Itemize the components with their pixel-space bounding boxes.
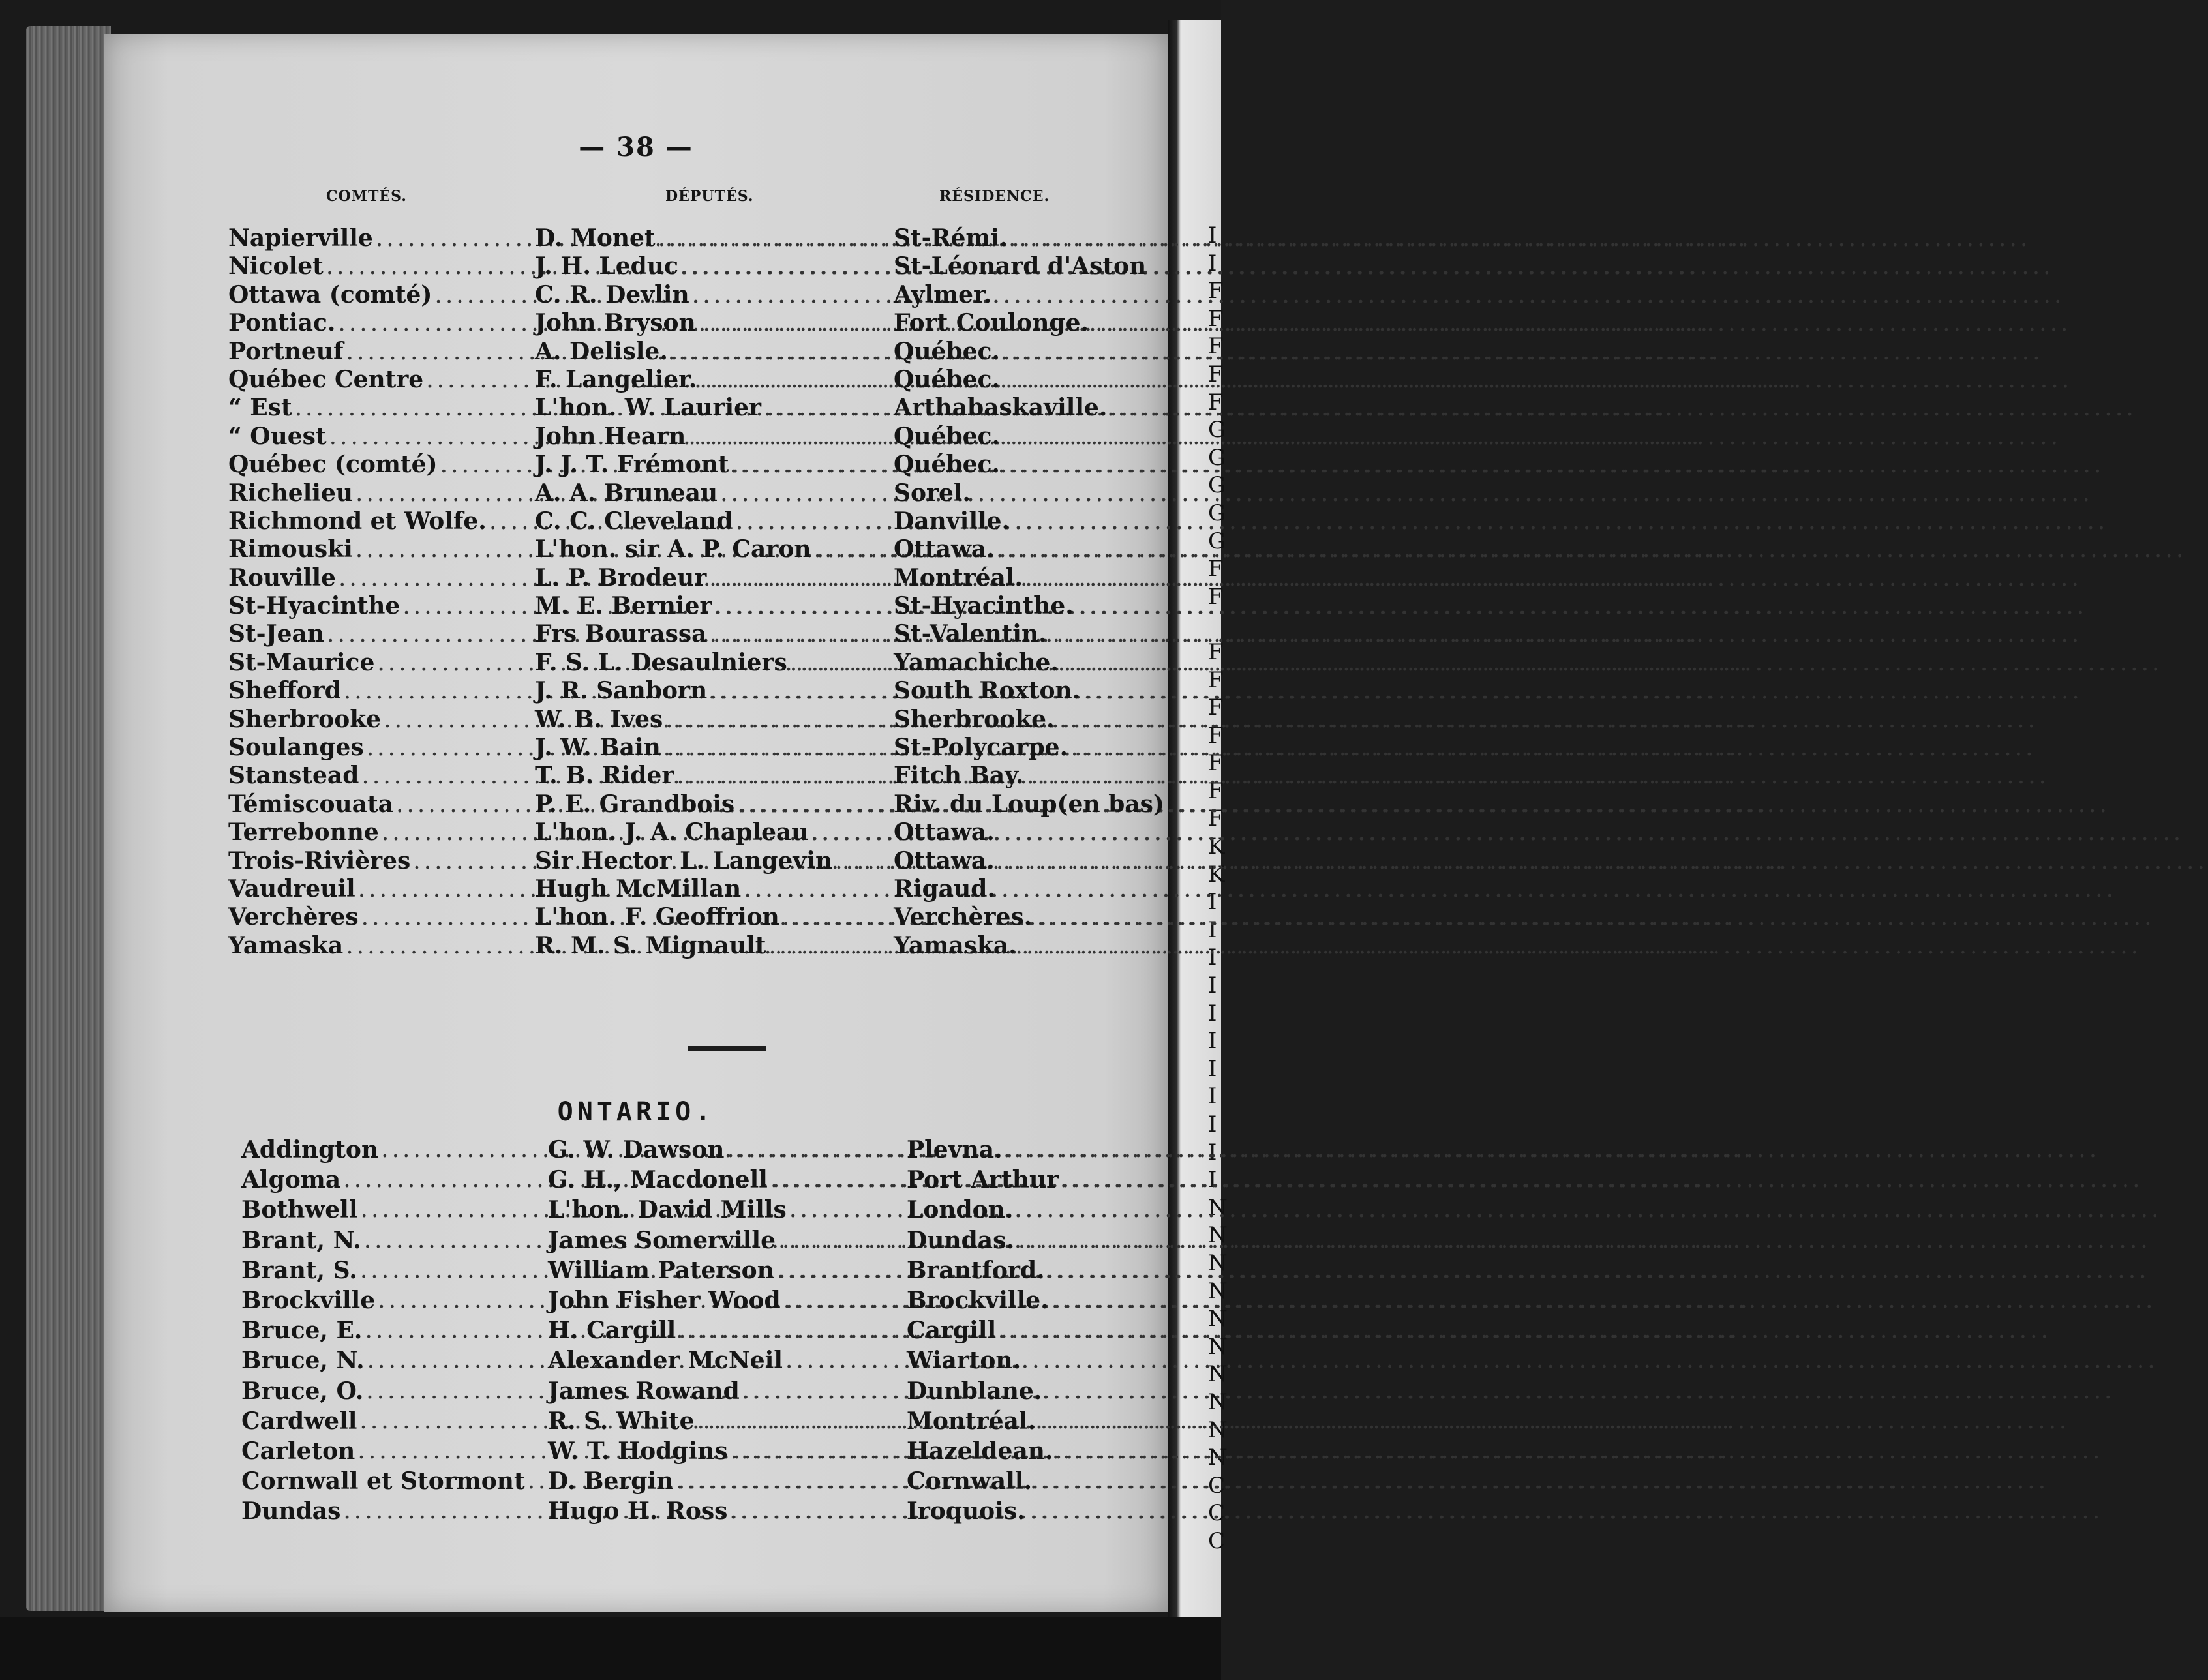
depute-cell: [548, 1225, 903, 1255]
depute-cell: [535, 592, 890, 620]
table-row: [104, 1165, 1168, 1195]
table-row: [104, 818, 1168, 847]
residence-cell-text: Cornwall.: [907, 1467, 1033, 1495]
comte-cell-text: Bruce, N.: [241, 1347, 365, 1375]
dot-leader: [676, 762, 2049, 790]
depute-cell: [548, 1135, 903, 1165]
residence-cell-text: South Roxton.: [894, 677, 1081, 705]
comte-cell: [228, 762, 532, 790]
section-rule: [688, 1046, 766, 1051]
comte-cell: [228, 734, 532, 762]
dot-leader: [658, 224, 2031, 252]
comte-cell-text: Trois-Rivières: [228, 847, 411, 875]
depute-cell-text: Hugh McMillan: [535, 875, 742, 903]
comte-cell: [228, 252, 532, 280]
comte-cell: [228, 875, 532, 903]
comte-cell-text: St-Maurice: [228, 648, 375, 676]
comte-cell-text: Algoma: [241, 1166, 341, 1194]
dot-leader: [676, 1466, 2049, 1496]
depute-cell: [535, 818, 890, 847]
residence-cell: [907, 1376, 1181, 1406]
depute-cell: [548, 1406, 903, 1436]
residence-cell: [894, 903, 1168, 931]
table-row: [104, 1225, 1168, 1255]
residence-cell-text: Plevna.: [907, 1136, 1003, 1163]
depute-cell: [535, 451, 890, 479]
table-row: [104, 1436, 1168, 1466]
table-row: [104, 875, 1168, 903]
comte-cell: [228, 903, 532, 931]
residence-cell-text: Iroquois.: [907, 1497, 1025, 1525]
depute-cell-text: J. W. Bain: [535, 734, 661, 762]
depute-cell-text: John Fisher Wood: [548, 1286, 781, 1314]
depute-cell-text: G. H., Macdonell: [548, 1166, 768, 1194]
comte-cell: [228, 224, 532, 252]
residence-cell-text: Danville.: [894, 507, 1010, 535]
comte-cell: [228, 932, 532, 960]
comte-cell: [241, 1345, 545, 1375]
residence-cell-text: Verchères.: [894, 903, 1033, 931]
table-row: [104, 564, 1168, 592]
depute-cell-text: John Bryson: [535, 309, 696, 337]
depute-cell: [535, 224, 890, 252]
residence-cell-text: Yamachiche.: [894, 648, 1059, 676]
quebec-list: [104, 224, 1168, 960]
comte-cell-text: Québec (comté): [228, 451, 438, 479]
depute-cell-text: F. Langelier.: [535, 365, 697, 393]
dot-leader: [663, 734, 2036, 762]
depute-cell-text: H. Cargill: [548, 1317, 676, 1345]
table-row: [104, 1255, 1168, 1285]
depute-cell-text: L'hon. W. Laurier: [535, 394, 761, 422]
residence-cell-text: Fitch Bay.: [894, 762, 1024, 790]
residence-cell-text: St-Hyacinthe.: [894, 592, 1074, 620]
residence-cell: [907, 1315, 1181, 1345]
depute-cell-text: P. E. Grandbois: [535, 790, 735, 818]
residence-cell-text: Riv. du Loup(en bas): [894, 790, 1164, 818]
residence-cell-text: Port Arthur: [907, 1166, 1059, 1194]
comte-cell-text: Carleton: [241, 1437, 355, 1465]
residence-cell-text: Ottawa.: [894, 847, 995, 875]
comte-cell: [241, 1165, 545, 1195]
depute-cell-text: F. S. L. Desaulniers: [535, 648, 787, 676]
depute-cell-text: L'hon. sir A. P. Caron: [535, 535, 811, 563]
depute-cell: [548, 1345, 903, 1375]
residence-cell-text: Aylmer.: [894, 280, 992, 308]
residence-cell: [907, 1345, 1181, 1375]
residence-cell: [894, 309, 1168, 337]
comte-cell-text: Brant, S.: [241, 1256, 357, 1284]
depute-cell: [535, 309, 890, 337]
residence-cell: [894, 677, 1168, 705]
residence-cell: [894, 847, 1168, 875]
depute-cell: [548, 1466, 903, 1496]
comte-cell-text: Vaudreuil: [228, 875, 355, 903]
residence-cell-text: Brockville.: [907, 1286, 1049, 1314]
comte-cell-text: St-Jean: [228, 620, 325, 648]
depute-cell: [535, 252, 890, 280]
table-row: [104, 1466, 1168, 1496]
depute-cell-text: C. R. Devlin: [535, 280, 689, 308]
residence-cell-text: St-Valentin.: [894, 620, 1047, 648]
residence-cell: [894, 252, 1168, 280]
section-title-ontario: ONTARIO.: [557, 1097, 715, 1127]
residence-cell: [894, 875, 1168, 903]
residence-cell: [907, 1225, 1181, 1255]
table-row: [104, 451, 1168, 479]
depute-cell-text: R. S. White: [548, 1407, 695, 1435]
residence-cell-text: London.: [907, 1196, 1014, 1224]
residence-cell: [894, 790, 1168, 818]
table-row: [104, 1496, 1168, 1526]
ontario-list: [104, 1135, 1168, 1526]
comte-cell: [228, 790, 532, 818]
comte-cell-text: Rimouski: [228, 535, 353, 563]
residence-cell-text: Québec.: [894, 422, 1000, 450]
depute-cell-text: D. Monet: [535, 224, 656, 252]
table-row: [104, 1376, 1168, 1406]
depute-cell: [535, 762, 890, 790]
residence-cell-text: Yamaska.: [894, 931, 1017, 959]
depute-cell-text: J. R. Sanborn: [535, 677, 708, 705]
comte-cell: [228, 649, 532, 677]
depute-cell: [535, 649, 890, 677]
table-row: [104, 1345, 1168, 1375]
comte-cell: [241, 1466, 545, 1496]
depute-cell: [535, 620, 890, 648]
header-residence: RÉSIDENCE.: [939, 188, 1050, 205]
residence-cell-text: Hazeldean.: [907, 1437, 1053, 1465]
table-row: [104, 338, 1168, 366]
depute-cell-text: Sir Hector L. Langevin: [535, 847, 833, 875]
table-row: [104, 649, 1168, 677]
comte-cell-text: Témiscouata: [228, 790, 393, 818]
residence-cell: [894, 762, 1168, 790]
depute-cell-text: L'hon. F. Geoffrion: [535, 903, 779, 931]
residence-cell-text: Québec.: [894, 337, 1000, 365]
comte-cell: [228, 451, 532, 479]
residence-cell-text: Rigaud.: [894, 875, 995, 903]
residence-cell: [894, 507, 1168, 535]
depute-cell: [535, 932, 890, 960]
table-row: [104, 1406, 1168, 1436]
residence-cell-text: Wiarton.: [907, 1347, 1021, 1375]
residence-cell: [907, 1135, 1181, 1165]
depute-cell-text: L'hon. David Mills: [548, 1196, 787, 1224]
table-row: [104, 479, 1168, 507]
depute-cell: [548, 1436, 903, 1466]
depute-cell: [535, 847, 890, 875]
residence-cell-text: Ottawa.: [894, 818, 995, 847]
comte-cell-text: Verchères: [228, 903, 359, 931]
residence-cell: [894, 734, 1168, 762]
residence-cell: [894, 479, 1168, 507]
comte-cell: [228, 281, 532, 309]
comte-cell-text: Stanstead: [228, 762, 359, 790]
comte-cell: [228, 535, 532, 563]
depute-cell-text: James Rowand: [548, 1377, 740, 1405]
residence-cell: [894, 281, 1168, 309]
residence-cell: [907, 1496, 1181, 1526]
header-deputes: DÉPUTÉS.: [665, 188, 754, 205]
depute-cell: [535, 338, 890, 366]
table-row: [104, 592, 1168, 620]
residence-cell: [894, 592, 1168, 620]
book-page-edges: [26, 26, 111, 1611]
depute-cell-text: A. A. Bruneau: [535, 479, 718, 507]
comte-cell-text: Cardwell: [241, 1407, 357, 1435]
depute-cell-text: L. P. Brodeur: [535, 563, 707, 592]
dot-leader: [671, 338, 2044, 366]
residence-cell-text: St-Rémi.: [894, 224, 1008, 252]
comte-cell-text: St-Hyacinthe: [228, 592, 401, 620]
comte-cell: [228, 507, 532, 535]
depute-cell: [548, 1376, 903, 1406]
comte-cell: [228, 592, 532, 620]
residence-cell-text: Ottawa.: [894, 535, 995, 563]
residence-cell: [907, 1285, 1181, 1315]
comte-cell-text: Bruce, E.: [241, 1317, 363, 1345]
comte-cell: [228, 479, 532, 507]
residence-cell: [894, 620, 1168, 648]
dot-leader: [678, 1315, 2051, 1345]
depute-cell-text: J. J. T. Frémont: [535, 451, 729, 479]
comte-cell-text: Addington: [241, 1136, 379, 1163]
depute-cell: [535, 734, 890, 762]
depute-cell: [535, 875, 890, 903]
residence-cell: [894, 535, 1168, 563]
depute-cell: [535, 479, 890, 507]
table-row: [104, 847, 1168, 875]
residence-cell: [907, 1436, 1181, 1466]
residence-cell: [907, 1466, 1181, 1496]
comte-cell-text: Richelieu: [228, 479, 354, 507]
depute-cell-text: A. Delisle.: [535, 337, 668, 365]
table-row: [104, 224, 1168, 252]
comte-cell-text: Bruce, O.: [241, 1377, 364, 1405]
comte-cell-text: Pontiac.: [228, 309, 336, 337]
comte-cell: [228, 309, 532, 337]
scan-border: [0, 1617, 1221, 1680]
depute-cell: [548, 1195, 903, 1225]
comte-cell: [228, 818, 532, 847]
depute-cell: [548, 1496, 903, 1526]
depute-cell: [535, 394, 890, 422]
comte-cell-text: Napierville: [228, 224, 373, 252]
comte-cell-text: Richmond et Wolfe.: [228, 507, 487, 535]
residence-cell-text: St-Léonard d'Aston: [894, 252, 1147, 280]
comte-cell-text: Brockville: [241, 1286, 376, 1314]
book-page: [104, 34, 1168, 1612]
table-row: [104, 394, 1168, 422]
comte-cell: [241, 1255, 545, 1285]
comte-cell: [241, 1135, 545, 1165]
comte-cell-text: Shefford: [228, 677, 341, 705]
table-row: [104, 309, 1168, 337]
comte-cell-text: Nicolet: [228, 252, 324, 280]
comte-cell: [228, 423, 532, 451]
residence-cell-text: Montréal.: [894, 563, 1023, 592]
depute-cell: [535, 706, 890, 734]
depute-cell-text: John Hearn: [535, 422, 686, 450]
depute-cell-text: W. T. Hodgins: [548, 1437, 728, 1465]
comte-cell-text: Dundas: [241, 1497, 341, 1525]
residence-cell: [894, 649, 1168, 677]
comte-cell: [228, 564, 532, 592]
depute-cell-text: James Somerville: [548, 1226, 776, 1254]
depute-cell: [548, 1165, 903, 1195]
header-comtes: COMTÉS.: [326, 188, 407, 205]
page-number: — 38 —: [579, 132, 693, 162]
depute-cell: [535, 790, 890, 818]
comte-cell-text: “ Ouest: [228, 422, 327, 450]
dot-leader: [665, 706, 2038, 734]
comte-cell-text: Québec Centre: [228, 365, 424, 393]
residence-cell-text: Sherbrooke.: [894, 705, 1055, 733]
dot-leader: [697, 1406, 2070, 1436]
residence-cell-text: Québec.: [894, 365, 1000, 393]
comte-cell: [241, 1225, 545, 1255]
depute-cell: [535, 564, 890, 592]
depute-cell-text: J. H. Leduc: [535, 252, 678, 280]
depute-cell-text: Alexander McNeil: [548, 1347, 783, 1375]
residence-cell: [894, 224, 1168, 252]
comte-cell-text: Sherbrooke: [228, 705, 382, 733]
depute-cell-text: G. W. Dawson: [548, 1136, 725, 1163]
comte-cell: [228, 706, 532, 734]
comte-cell-text: “ Est: [228, 394, 292, 422]
depute-cell: [535, 677, 890, 705]
table-row: [104, 1285, 1168, 1315]
residence-cell-text: Sorel.: [894, 479, 971, 507]
depute-cell-text: T. B. Rider: [535, 762, 674, 790]
comte-cell-text: Bothwell: [241, 1196, 358, 1224]
depute-cell: [535, 535, 890, 563]
comte-cell: [228, 847, 532, 875]
depute-cell: [535, 507, 890, 535]
depute-cell-text: C. C. Cleveland: [535, 507, 733, 535]
table-row: [104, 535, 1168, 563]
comte-cell: [228, 677, 532, 705]
residence-cell: [894, 818, 1168, 847]
table-row: [104, 281, 1168, 309]
table-row: [104, 903, 1168, 931]
comte-cell-text: Soulanges: [228, 734, 364, 762]
table-row: [104, 734, 1168, 762]
residence-cell: [907, 1406, 1181, 1436]
comte-cell-text: Ottawa (comté): [228, 280, 432, 308]
residence-cell-text: Brantford.: [907, 1256, 1045, 1284]
residence-cell: [894, 338, 1168, 366]
table-row: [104, 252, 1168, 280]
depute-cell-text: W. B. Ives: [535, 705, 663, 733]
comte-cell-text: Portneuf: [228, 337, 344, 365]
residence-cell: [894, 932, 1168, 960]
depute-cell-text: Hugo H. Ross: [548, 1497, 728, 1525]
residence-cell: [894, 394, 1168, 422]
depute-cell-text: L'hon. J. A. Chapleau: [535, 818, 809, 847]
comte-cell: [228, 338, 532, 366]
comte-cell: [241, 1195, 545, 1225]
residence-cell-text: Montréal.: [907, 1407, 1036, 1435]
comte-cell: [241, 1496, 545, 1526]
residence-cell: [894, 706, 1168, 734]
residence-cell: [894, 366, 1168, 394]
table-row: [104, 366, 1168, 394]
residence-cell-text: Dunblane.: [907, 1377, 1042, 1405]
residence-cell-text: St-Polycarpe.: [894, 734, 1068, 762]
comte-cell: [228, 394, 532, 422]
comte-cell-text: Rouville: [228, 563, 336, 592]
dot-leader: [681, 252, 2054, 280]
residence-cell: [894, 423, 1168, 451]
comte-cell: [241, 1376, 545, 1406]
depute-cell-text: D. Bergin: [548, 1467, 674, 1495]
residence-cell-text: Québec.: [894, 451, 1000, 479]
comte-cell: [241, 1285, 545, 1315]
depute-cell: [535, 281, 890, 309]
residence-cell: [894, 451, 1168, 479]
residence-cell-text: Fort Coulonge.: [894, 309, 1089, 337]
comte-cell-text: Brant, N.: [241, 1226, 361, 1254]
residence-cell: [894, 564, 1168, 592]
table-row: [104, 762, 1168, 790]
table-row: [104, 620, 1168, 648]
depute-cell: [535, 366, 890, 394]
facing-page-text: I I F F F F F G G G G G F F F F F F F F F K K I I I I I I I I I I I N N N N N N N N N N C C C: [1208, 222, 1228, 1554]
comte-cell: [241, 1406, 545, 1436]
table-row: [104, 1195, 1168, 1225]
table-row: [104, 706, 1168, 734]
comte-cell: [241, 1436, 545, 1466]
depute-cell: [535, 903, 890, 931]
table-row: [104, 423, 1168, 451]
comte-cell: [228, 620, 532, 648]
depute-cell: [548, 1255, 903, 1285]
table-row: [104, 677, 1168, 705]
comte-cell-text: Yamaska: [228, 931, 344, 959]
depute-cell-text: Frs Bourassa: [535, 620, 707, 648]
residence-cell-text: Cargill: [907, 1317, 997, 1345]
table-row: [104, 1135, 1168, 1165]
residence-cell: [907, 1195, 1181, 1225]
table-row: [104, 790, 1168, 818]
residence-cell-text: Arthabaskaville.: [894, 394, 1108, 422]
depute-cell-text: William Paterson: [548, 1256, 774, 1284]
residence-cell-text: Dundas.: [907, 1226, 1014, 1254]
table-row: [104, 932, 1168, 960]
table-row: [104, 507, 1168, 535]
depute-cell: [548, 1285, 903, 1315]
comte-cell: [241, 1315, 545, 1345]
comte-cell-text: Cornwall et Stormont: [241, 1467, 525, 1495]
residence-cell: [907, 1255, 1181, 1285]
depute-cell-text: R. M. S. Mignault: [535, 931, 766, 959]
depute-cell: [548, 1315, 903, 1345]
residence-cell: [907, 1165, 1181, 1195]
table-row: [104, 1315, 1168, 1345]
comte-cell: [228, 366, 532, 394]
depute-cell-text: M. E. Bernier: [535, 592, 712, 620]
depute-cell: [535, 423, 890, 451]
comte-cell-text: Terrebonne: [228, 818, 379, 847]
